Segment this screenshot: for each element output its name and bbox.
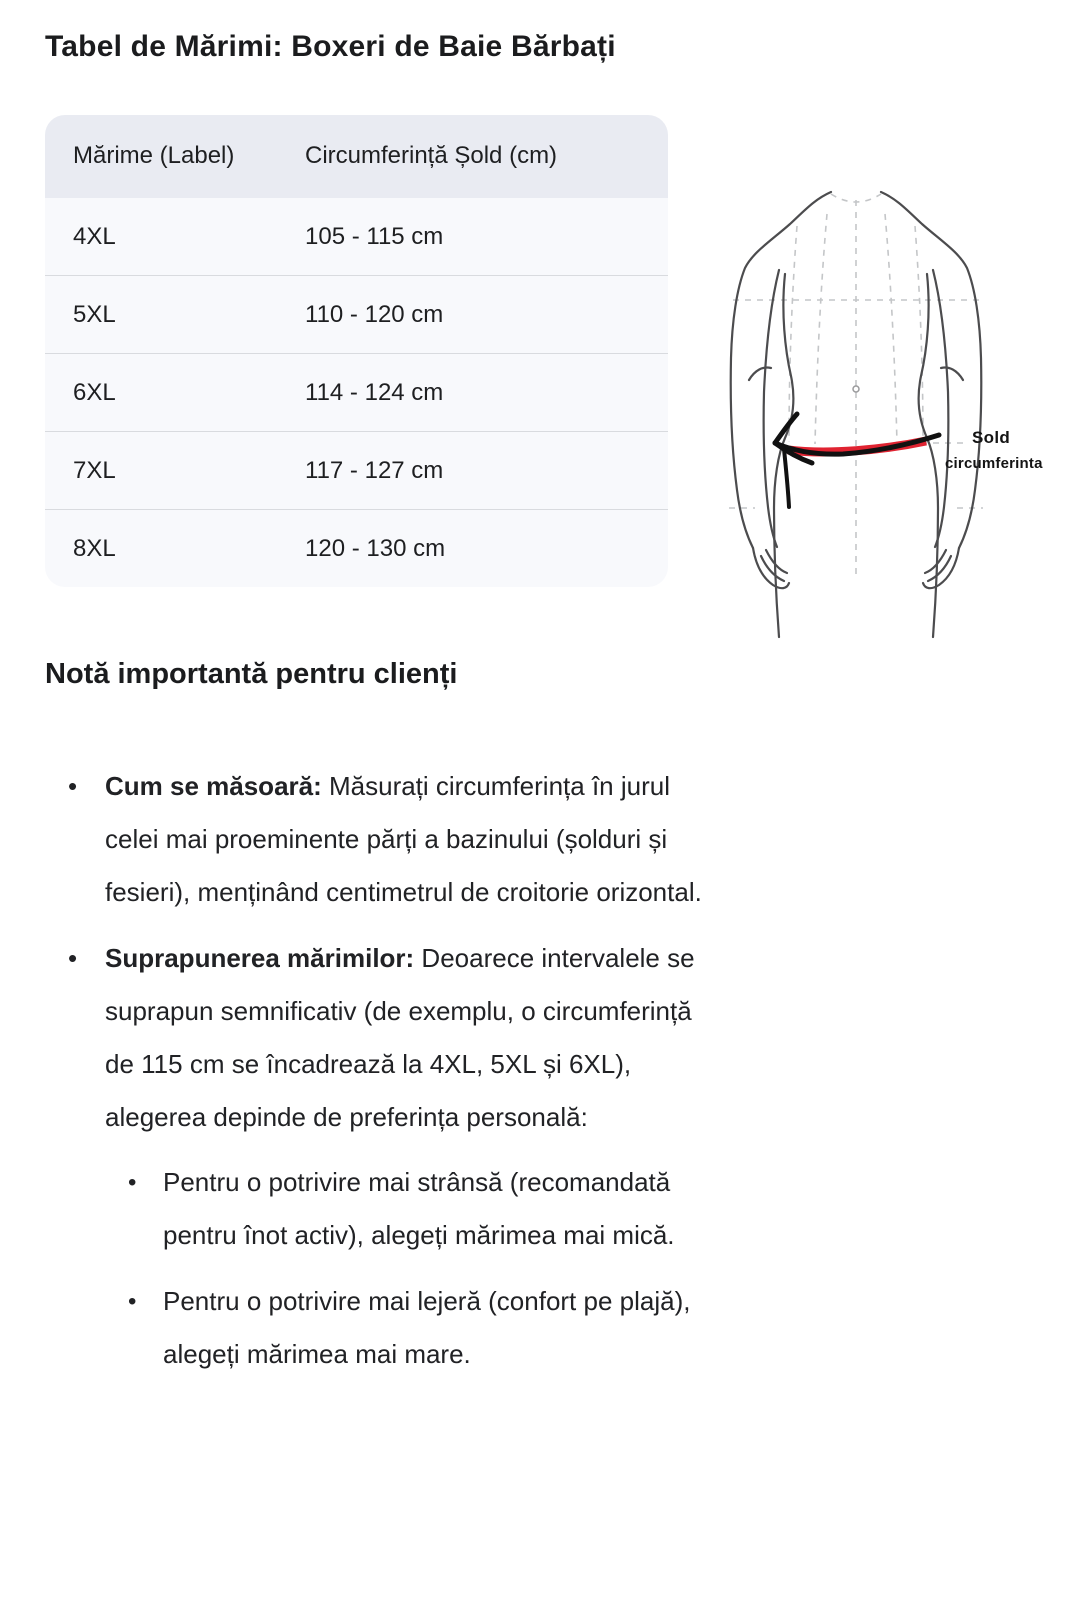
size-range: 117 - 127 cm	[305, 456, 444, 484]
navel-mark	[853, 386, 859, 392]
size-range: 110 - 120 cm	[305, 300, 444, 328]
note-text: Măsurați circumferința în jurul celei mai proeminente părți a bazinului (șolduri și fesieri), menținând centimetrul de croitorie orizontal.	[105, 771, 702, 907]
size-range: 105 - 115 cm	[305, 222, 444, 250]
sub-note-tighter-fit: • Pentru o potrivire mai strânsă (recomandată pentru înot activ), alegeți mărimea mai mică.	[105, 1156, 707, 1262]
sub-note-looser-fit: • Pentru o potrivire mai lejeră (confort pe plajă), alegeți mărimea mai mare.	[105, 1275, 707, 1381]
table-row	[45, 509, 668, 587]
size-label: 5XL	[73, 300, 116, 328]
table-row	[45, 353, 668, 431]
size-label: 6XL	[73, 378, 116, 406]
notes-list	[45, 760, 707, 1394]
measure-arrow	[775, 414, 939, 507]
table-row	[45, 198, 668, 275]
sub-notes-list	[105, 1156, 707, 1381]
note-text: Deoarece intervalele se suprapun semnificativ (de exemplu, o circumferință de 115 cm se încadrează la 4XL, 5XL și 6XL), alegerea depinde de preferința personală:	[105, 943, 695, 1132]
note-lead: Suprapunerea mărimilor:	[105, 943, 415, 973]
hip-label-line1: Sold	[972, 428, 1011, 447]
size-range: 120 - 130 cm	[305, 534, 446, 562]
note-size-overlap	[45, 932, 707, 1381]
table-row	[45, 431, 668, 509]
size-label: 4XL	[73, 222, 116, 250]
size-range: 114 - 124 cm	[305, 378, 444, 406]
column-header-circumference: Circumferință Șold (cm)	[305, 142, 558, 169]
torso-illustration	[693, 152, 1066, 652]
column-header-size: Mărime (Label)	[73, 142, 235, 169]
table-row	[45, 275, 668, 353]
notes-heading: Notă importantă pentru clienți	[45, 658, 458, 690]
page-title: Tabel de Mărimi: Boxeri de Baie Bărbați	[45, 30, 616, 63]
note-lead: Cum se măsoară:	[105, 771, 322, 801]
size-table	[45, 115, 668, 587]
note-how-to-measure	[45, 760, 707, 919]
hip-label-line2: circumferinta	[945, 455, 1043, 472]
size-label: 8XL	[73, 534, 116, 562]
size-label: 7XL	[73, 456, 116, 484]
hip-measurement-figure	[693, 152, 1066, 652]
table-header-row	[45, 115, 668, 198]
